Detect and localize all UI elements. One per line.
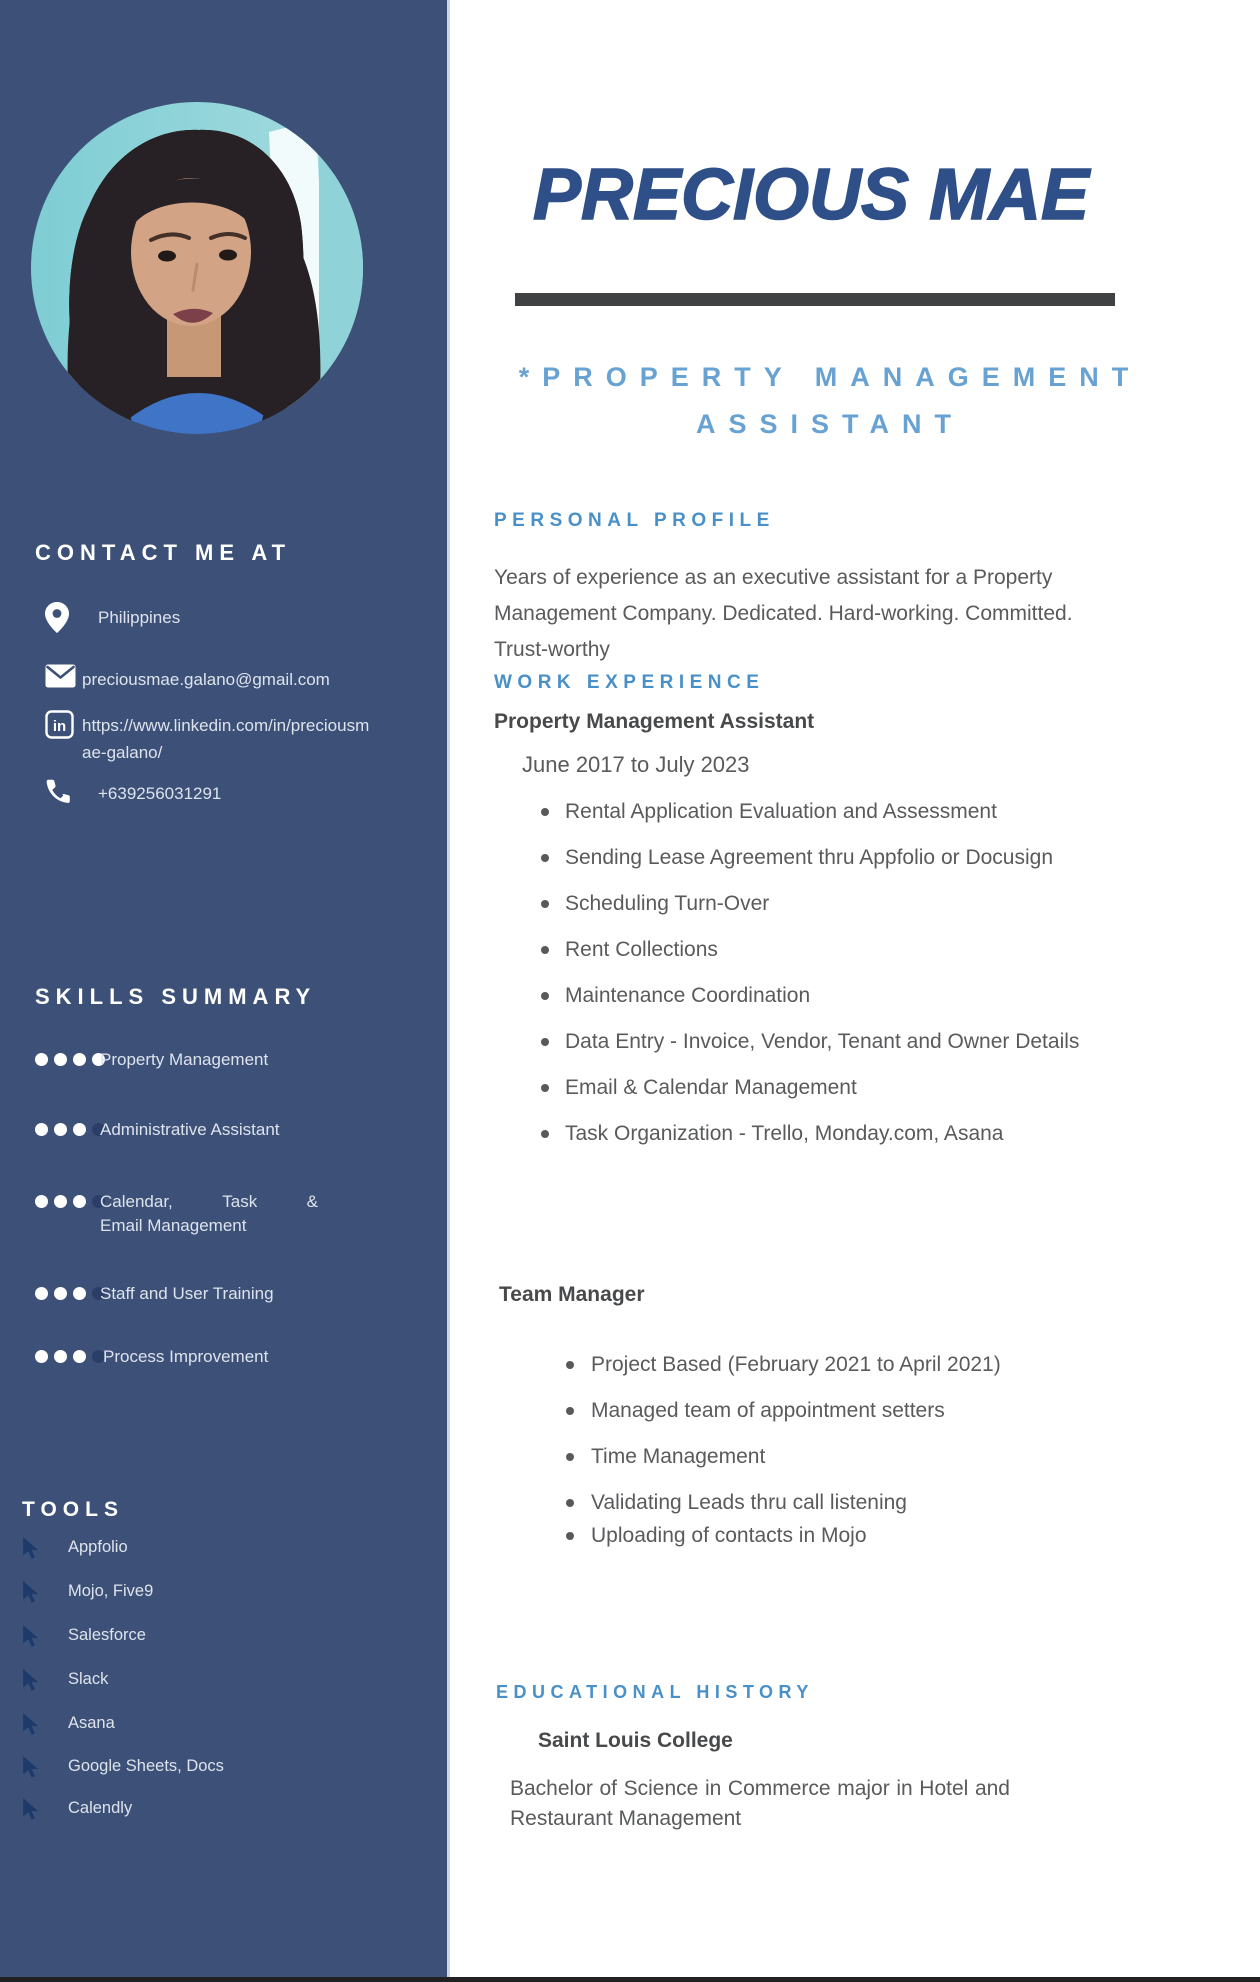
cursor-icon bbox=[22, 1798, 40, 1826]
job2-title: Team Manager bbox=[499, 1283, 645, 1306]
skill-dot-filled bbox=[73, 1350, 86, 1363]
skill-label bbox=[100, 1190, 318, 1238]
contact-heading: CONTACT ME AT bbox=[35, 540, 292, 565]
job-headline-line1: *PROPERTY MANAGEMENT bbox=[518, 362, 1142, 392]
contact-item-text: preciousmae.galano@gmail.com bbox=[82, 670, 330, 689]
skill-dot-filled bbox=[54, 1123, 67, 1136]
page-bottom-edge bbox=[0, 1977, 1260, 1982]
phone-icon bbox=[45, 778, 73, 811]
sidebar-divider-line bbox=[447, 0, 450, 1982]
bullet-item: Task Organization - Trello, Monday.com, Asana bbox=[537, 1111, 1122, 1157]
skill-label-word: Task bbox=[222, 1192, 258, 1211]
sidebar bbox=[0, 0, 447, 1982]
skill-dot-filled bbox=[73, 1053, 86, 1066]
linkedin-icon bbox=[45, 710, 74, 744]
skill-label-word: & bbox=[306, 1192, 318, 1211]
bullet-item: Sending Lease Agreement thru Appfolio or Docusign bbox=[537, 835, 1122, 881]
title-divider-bar bbox=[515, 293, 1115, 306]
envelope-icon bbox=[45, 664, 76, 693]
cursor-icon bbox=[22, 1537, 40, 1565]
bullet-item: Rent Collections bbox=[537, 927, 1122, 973]
skill-rating-dots bbox=[35, 1053, 105, 1066]
skill-dot-filled bbox=[73, 1123, 86, 1136]
tool-item-text: Salesforce bbox=[68, 1626, 146, 1644]
contact-item-text: Philippines bbox=[98, 608, 181, 627]
skill-rating-dots bbox=[35, 1287, 105, 1300]
skill-dot-filled bbox=[35, 1287, 48, 1300]
work-experience-heading: WORK EXPERIENCE bbox=[494, 672, 765, 693]
profile-photo bbox=[31, 102, 363, 434]
tool-item-text: Appfolio bbox=[68, 1538, 128, 1556]
contact-item-text: https://www.linkedin.com/in/preciousmae-galano/ bbox=[82, 716, 370, 762]
skill-dot-filled bbox=[73, 1195, 86, 1208]
job-headline-line2: ASSISTANT bbox=[695, 409, 964, 439]
skills-heading: SKILLS SUMMARY bbox=[35, 984, 317, 1009]
skill-dot-filled bbox=[73, 1287, 86, 1300]
tool-item-text: Asana bbox=[68, 1714, 115, 1732]
skill-rating-dots bbox=[35, 1350, 105, 1363]
bullet-item: Email & Calendar Management bbox=[537, 1065, 1122, 1111]
tools-heading: TOOLS bbox=[22, 1498, 124, 1521]
skill-label: Process Improvement bbox=[103, 1347, 269, 1366]
portrait-illustration bbox=[31, 102, 363, 434]
skill-label-word: Calendar, bbox=[100, 1192, 173, 1211]
skill-rating-dots bbox=[35, 1195, 105, 1208]
cursor-icon bbox=[22, 1625, 40, 1653]
location-pin-icon bbox=[45, 602, 69, 638]
skill-dot-filled bbox=[35, 1053, 48, 1066]
education-school: Saint Louis College bbox=[538, 1729, 733, 1752]
cursor-icon bbox=[22, 1581, 40, 1609]
education-degree: Bachelor of Science in Commerce major in Hotel and Restaurant Management bbox=[510, 1777, 1010, 1830]
skill-dot-filled bbox=[35, 1195, 48, 1208]
tool-item-text: Mojo, Five9 bbox=[68, 1582, 154, 1600]
bullet-item: Managed team of appointment setters bbox=[560, 1388, 1080, 1434]
job-headline bbox=[500, 354, 1160, 448]
skill-dot-filled bbox=[54, 1287, 67, 1300]
cursor-icon bbox=[22, 1713, 40, 1741]
tool-item-text: Google Sheets, Docs bbox=[68, 1757, 224, 1775]
job1-date: June 2017 to July 2023 bbox=[522, 752, 750, 777]
cursor-icon bbox=[22, 1669, 40, 1697]
skill-rating-dots bbox=[35, 1123, 105, 1136]
skill-dot-filled bbox=[54, 1195, 67, 1208]
tool-item-text: Slack bbox=[68, 1670, 109, 1688]
bullet-item: Maintenance Coordination bbox=[537, 973, 1122, 1019]
personal-profile-heading: PERSONAL PROFILE bbox=[494, 510, 775, 531]
skill-dot-filled bbox=[35, 1123, 48, 1136]
skill-label: Property Management bbox=[100, 1050, 269, 1069]
svg-text:in: in bbox=[52, 718, 67, 735]
skill-label: Staff and User Training bbox=[100, 1284, 274, 1303]
skill-label: Administrative Assistant bbox=[100, 1120, 280, 1139]
contact-item-text: +639256031291 bbox=[98, 784, 222, 803]
skill-dot-filled bbox=[54, 1053, 67, 1066]
skill-label-line2: Email Management bbox=[100, 1216, 247, 1235]
resume-name: PRECIOUS MAE bbox=[533, 155, 1090, 235]
job2-bullet-list bbox=[560, 1342, 1080, 1559]
skill-dot-filled bbox=[35, 1350, 48, 1363]
bullet-item: Time Management bbox=[560, 1434, 1080, 1480]
bullet-item: Project Based (February 2021 to April 2021) bbox=[560, 1342, 1080, 1388]
job1-title: Property Management Assistant bbox=[494, 710, 815, 733]
bullet-item: Validating Leads thru call listening bbox=[560, 1480, 1080, 1526]
skill-dot-filled bbox=[54, 1350, 67, 1363]
bullet-item: Data Entry - Invoice, Vendor, Tenant and Owner Details bbox=[537, 1019, 1122, 1065]
bullet-item: Rental Application Evaluation and Assessment bbox=[537, 789, 1122, 835]
bullet-item: Uploading of contacts in Mojo bbox=[560, 1513, 1080, 1559]
tool-item-text: Calendly bbox=[68, 1799, 133, 1817]
education-heading: EDUCATIONAL HISTORY bbox=[496, 1682, 814, 1702]
personal-profile-text: Years of experience as an executive assistant for a Property Management Company. Dedicated. Hard-working. Committed. Trust-worthy bbox=[494, 566, 1073, 661]
job1-bullet-list bbox=[537, 789, 1122, 1157]
bullet-item: Scheduling Turn-Over bbox=[537, 881, 1122, 927]
cursor-icon bbox=[22, 1756, 40, 1784]
